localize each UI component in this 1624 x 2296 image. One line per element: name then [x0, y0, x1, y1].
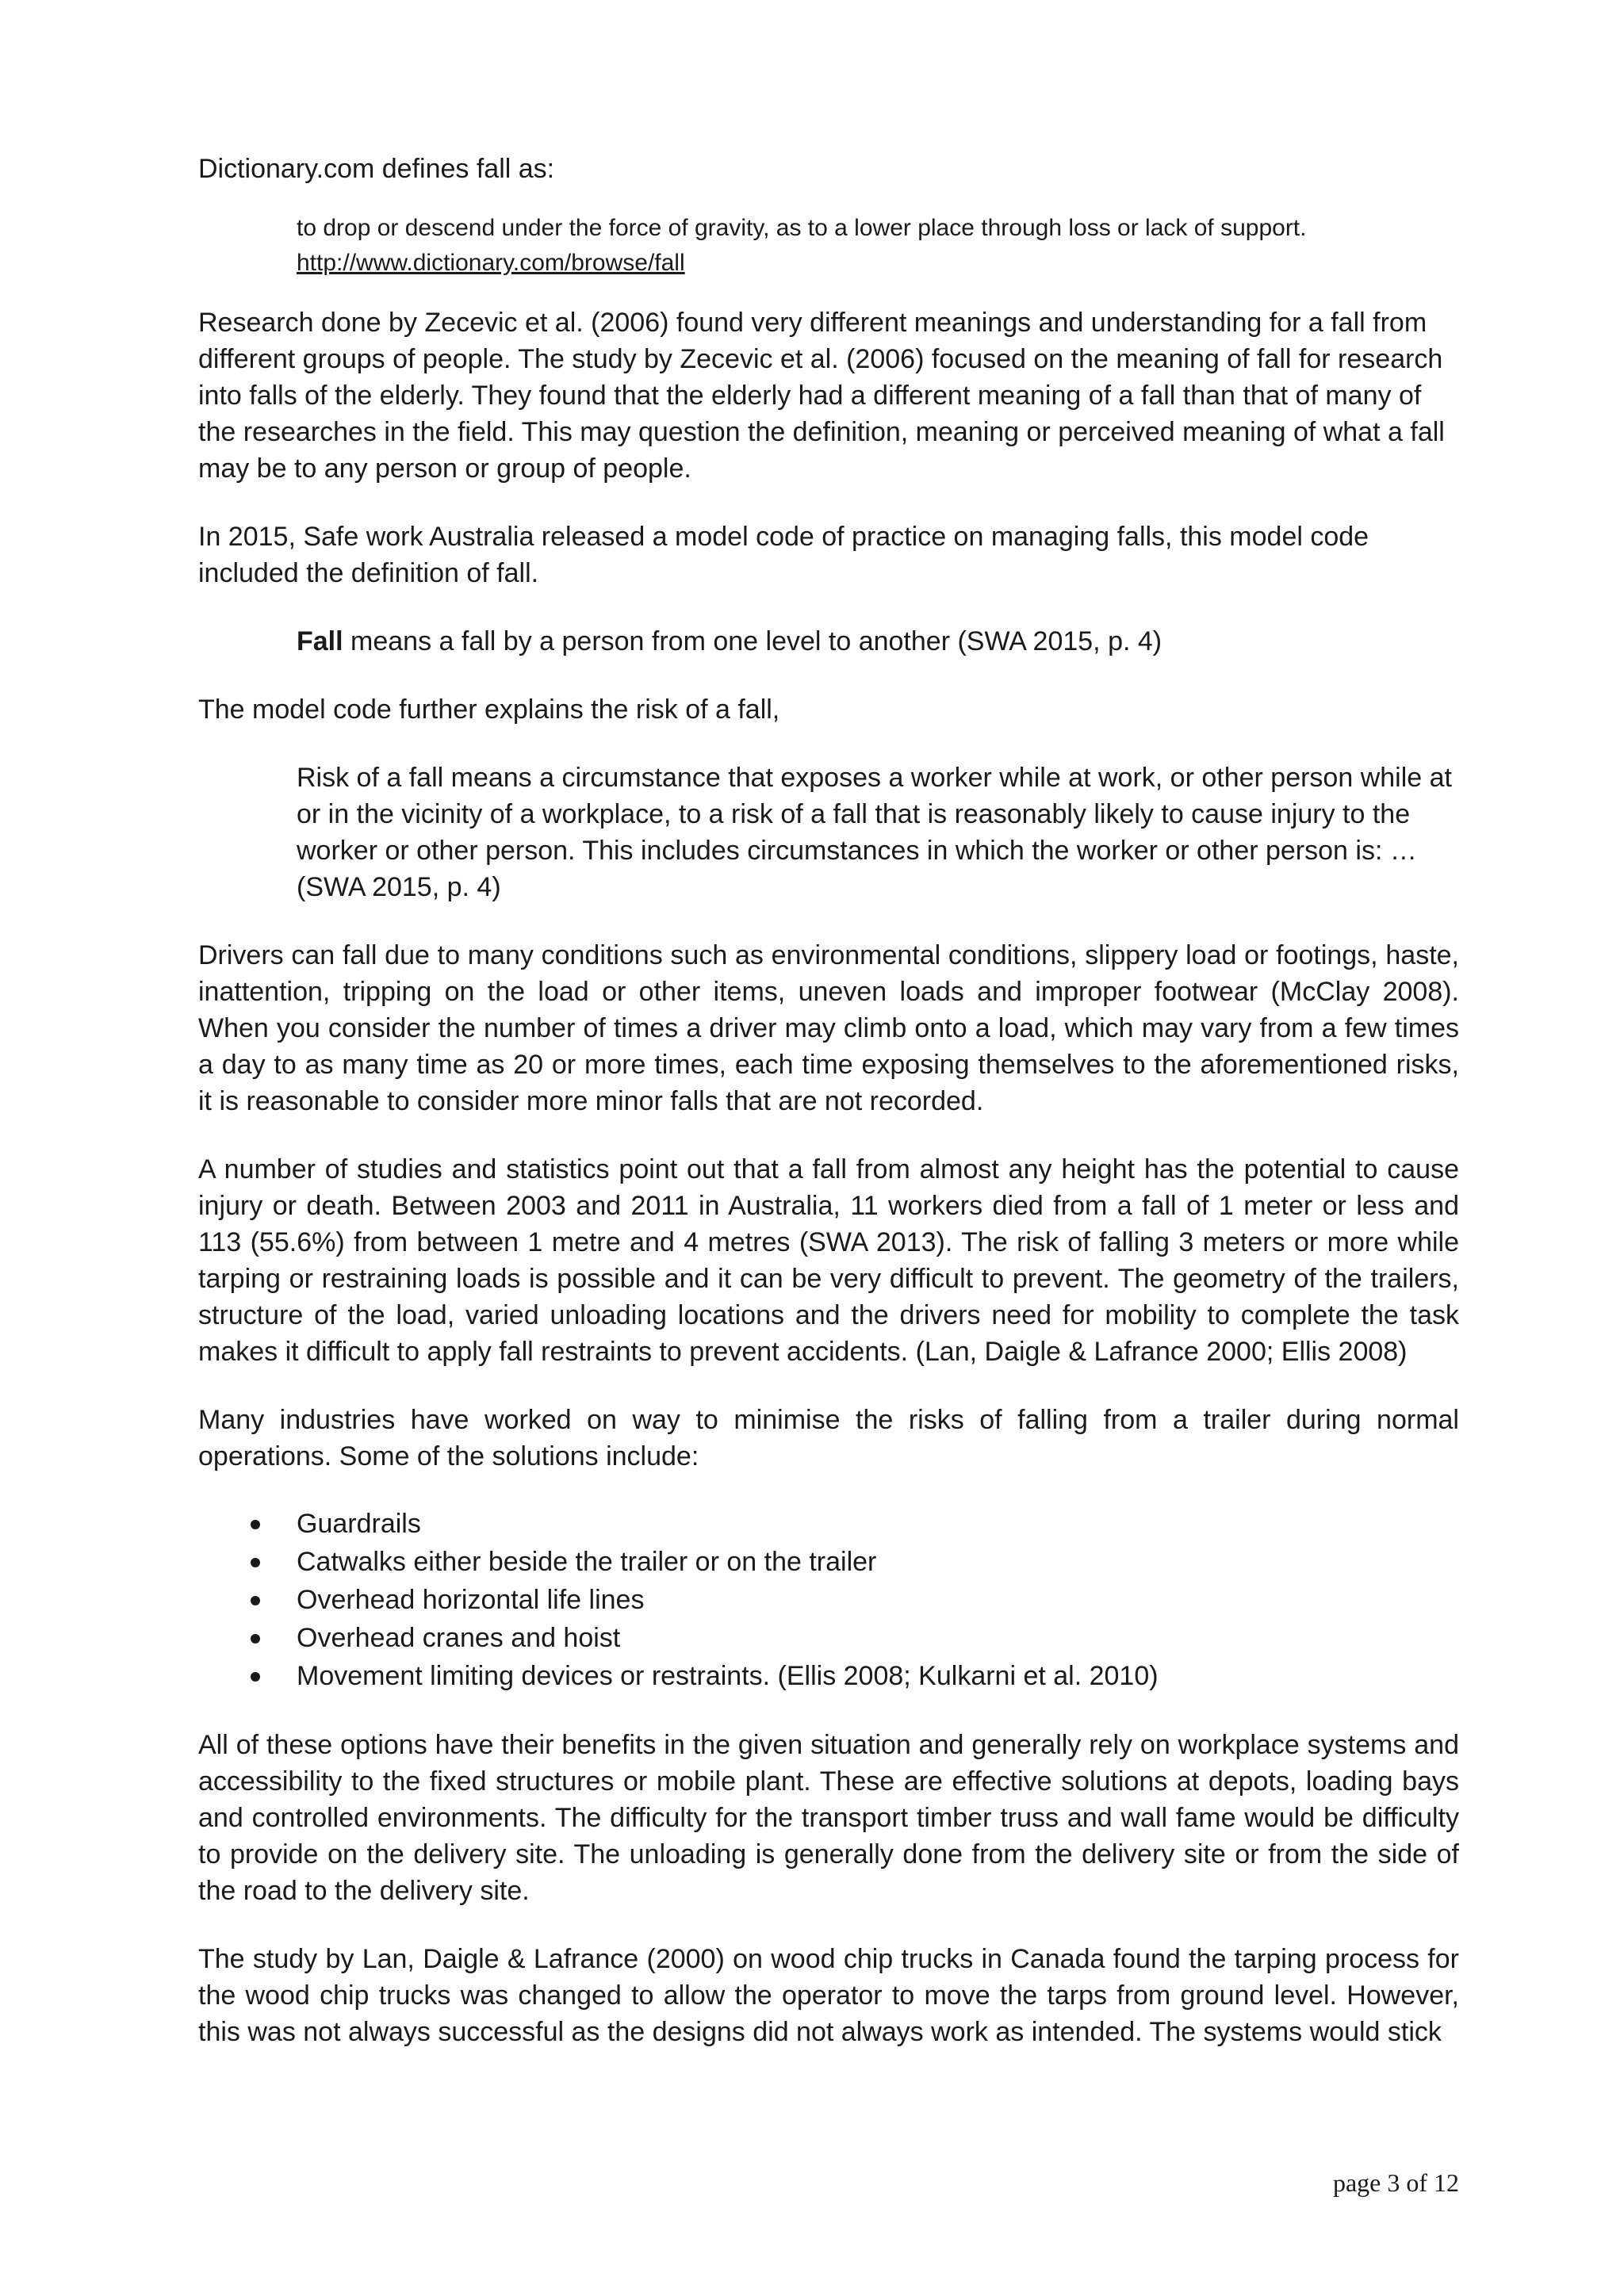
bullet-icon [251, 1634, 260, 1644]
paragraph-model-code: The model code further explains the risk of a fall, [198, 695, 780, 725]
bullet-icon [251, 1596, 260, 1605]
fall-term: Fall [297, 626, 343, 656]
list-item: Guardrails [198, 1505, 1459, 1543]
fall-definition [198, 623, 1459, 660]
paragraph-swa: In 2015, Safe work Australia released a model code of practice on managing falls, this model code included the definition of fall. [198, 522, 1369, 588]
bullet-icon [251, 1520, 260, 1529]
risk-quote: Risk of a fall means a circumstance that exposes a worker while at work, or other person while at or in the vicinity of a workplace, to a risk of a fall that is reasonably likely to cause injury to the worker or other person. This includes circumstances in which the worker or other person is: … (SWA 2015, p. 4) [297, 763, 1452, 902]
paragraph-industries: Many industries have worked on way to minimise the risks of falling from a trailer during normal operations. Some of the solutions include: [198, 1405, 1459, 1471]
list-item: Movement limiting devices or restraints. (Ellis 2008; Kulkarni et al. 2010) [198, 1657, 1459, 1695]
bullet-icon [251, 1672, 260, 1682]
bullet-icon [251, 1558, 260, 1567]
intro-line: Dictionary.com defines fall as: [198, 154, 555, 184]
list-item: Overhead horizontal life lines [198, 1581, 1459, 1619]
paragraph-drivers: Drivers can fall due to many conditions such as environmental conditions, slippery load or footings, haste, inattention, tripping on the load or other items, uneven loads and improper footwear (McClay 2008). When you consider the number of times a driver may climb onto a load, which may vary from a few times a day to as many time as 20 or more times, each time exposing themselves to the aforementioned risks, it is reasonable to consider more minor falls that are not recorded. [198, 940, 1459, 1116]
paragraph-lan: The study by Lan, Daigle & Lafrance (2000) on wood chip trucks in Canada found the tarping process for the wood chip trucks was changed to allow the operator to move the tarps from ground level. However, this was not always successful as the designs did not always work as intended. The systems would stick [198, 1944, 1459, 2047]
list-item: Overhead cranes and hoist [198, 1619, 1459, 1657]
fall-definition-text: means a fall by a person from one level to another (SWA 2015, p. 4) [343, 626, 1162, 656]
document-page [198, 151, 1459, 2050]
page-number: page 3 of 12 [1332, 2168, 1459, 2197]
dictionary-quote-text: to drop or descend under the force of gravity, as to a lower place through loss or lack of support. [297, 215, 1307, 241]
paragraph-studies: A number of studies and statistics point out that a fall from almost any height has the potential to cause injury or death. Between 2003 and 2011 in Australia, 11 workers died from a fall of 1 meter or less and 113 (55.6%) from between 1 metre and 4 metres (SWA 2013). The risk of falling 3 meters or more while tarping or restraining loads is possible and it can be very difficult to prevent. The geometry of the trailers, structure of the load, varied unloading locations and the drivers need for mobility to complete the task makes it difficult to apply fall restraints to prevent accidents. (Lan, Daigle & Lafrance 2000; Ellis 2008) [198, 1154, 1459, 1367]
list-item: Catwalks either beside the trailer or on the trailer [198, 1543, 1459, 1581]
paragraph-zecevic: Research done by Zecevic et al. (2006) found very different meanings and understanding for a fall from different groups of people. The study by Zecevic et al. (2006) focused on the meaning of fall for research into falls of the elderly. They found that the elderly had a different meaning of a fall than that of many of the researches in the field. This may question the definition, meaning or perceived meaning of what a fall may be to any person or group of people. [198, 308, 1445, 484]
dictionary-quote [198, 211, 1459, 281]
paragraph-options: All of these options have their benefits in the given situation and generally rely on workplace systems and accessibility to the fixed structures or mobile plant. These are effective solutions at depots, loading bays and controlled environments. The difficulty for the transport timber truss and wall fame would be difficulty to provide on the delivery site. The unloading is generally done from the delivery site or from the side of the road to the delivery site. [198, 1730, 1459, 1906]
dictionary-link[interactable]: http://www.dictionary.com/browse/fall [297, 250, 685, 276]
solutions-list [198, 1505, 1459, 1695]
